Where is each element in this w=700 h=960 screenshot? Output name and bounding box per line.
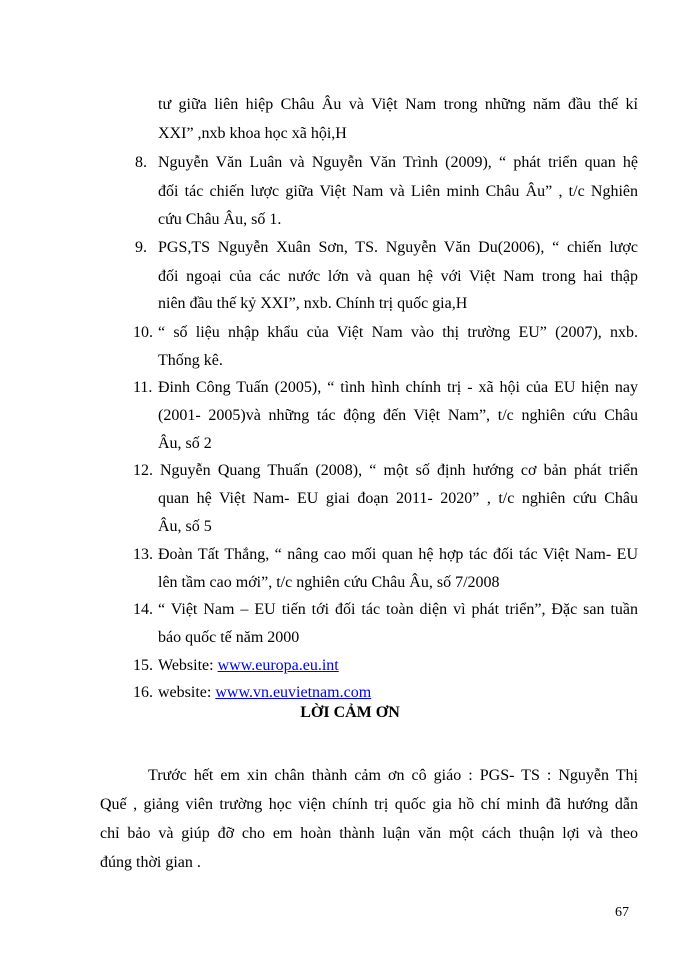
ref-line: báo quốc tế năm 2000: [158, 629, 300, 646]
ref-line: lên tầm cao mới”, t/c nghiên cứu Châu Âu, số 7/2008: [158, 574, 500, 591]
acknowledgement-line: Trước hết em xin chân thành cảm ơn cô giáo : PGS- TS : Nguyễn Thị: [148, 767, 638, 784]
ref-number: 14.: [133, 601, 153, 618]
ref-line: (2001- 2005)và những tác động đến Việt Nam”, t/c nghiên cứu Châu: [158, 407, 638, 424]
ref-website: [158, 683, 371, 703]
acknowledgement-line: đúng thời gian .: [100, 854, 201, 871]
ref-website: [158, 656, 339, 676]
ref-number: 13.: [133, 546, 153, 563]
ref-line: đối ngoại của các nước lớn và quan hệ với Việt Nam trong hai thập: [158, 268, 638, 285]
ref-line: “ Việt Nam – EU tiến tới đối tác toàn diện vì phát triển”, Đặc san tuần: [158, 601, 638, 618]
ref-line: đối tác chiến lược giữa Việt Nam và Liên minh Châu Âu” , t/c Nghiên: [158, 183, 638, 200]
acknowledgement-line: Quế , giảng viên trường học viện chính trị quốc gia hồ chí minh đã hướng dẫn: [100, 796, 638, 813]
ref-number: 15.: [133, 657, 153, 674]
ref-line: XXI” ,nxb khoa học xã hội,H: [158, 125, 347, 142]
ref-number: 9.: [135, 239, 147, 256]
website-link[interactable]: www.europa.eu.int: [217, 657, 339, 674]
ref-line: Đinh Công Tuấn (2005), “ tình hình chính trị - xã hội của EU hiện nay: [158, 379, 638, 396]
ref-line: Nguyễn Quang Thuấn (2008), “ một số định hướng cơ bản phát triển: [160, 462, 638, 479]
ref-number: 12.: [133, 462, 153, 479]
ref-line: Đoàn Tất Thắng, “ nâng cao mối quan hệ hợp tác đối tác Việt Nam- EU: [158, 546, 638, 563]
ref-line: Nguyễn Văn Luân và Nguyễn Văn Trình (2009), “ phát triển quan hệ: [158, 154, 638, 171]
ref-line: PGS,TS Nguyễn Xuân Sơn, TS. Nguyễn Văn Du(2006), “ chiến lược: [158, 239, 638, 256]
ref-line: quan hệ Việt Nam- EU giai đoạn 2011- 2020” , t/c nghiên cứu Châu: [158, 490, 638, 507]
page-number: 67: [615, 905, 629, 920]
ref-line: niên đầu thế kỷ XXI”, nxb. Chính trị quốc gia,H: [158, 295, 468, 312]
website-link[interactable]: www.vn.euvietnam.com: [215, 684, 372, 701]
ref-number: 10.: [133, 324, 153, 341]
ref-number: 8.: [135, 154, 147, 171]
website-label: website:: [158, 684, 216, 701]
ref-line: cứu Châu Âu, số 1.: [158, 211, 282, 228]
ref-line: Thống kê.: [158, 352, 223, 369]
acknowledgement-heading: LỜI CẢM ƠN: [300, 704, 400, 721]
website-label: Website:: [158, 657, 218, 674]
ref-number: 16.: [133, 684, 153, 701]
ref-line: Âu, số 2: [158, 435, 212, 452]
ref-number: 11.: [133, 379, 153, 396]
ref-line: Âu, số 5: [158, 518, 212, 535]
acknowledgement-line: chỉ bảo và giúp đỡ cho em hoàn thành luận văn một cách thuận lợi và theo: [100, 825, 638, 842]
ref-line: “ số liệu nhập khẩu của Việt Nam vào thị trường EU” (2007), nxb.: [158, 324, 638, 341]
ref-line: tư giữa liên hiệp Châu Âu và Việt Nam trong những năm đầu thế kỉ: [158, 96, 638, 113]
